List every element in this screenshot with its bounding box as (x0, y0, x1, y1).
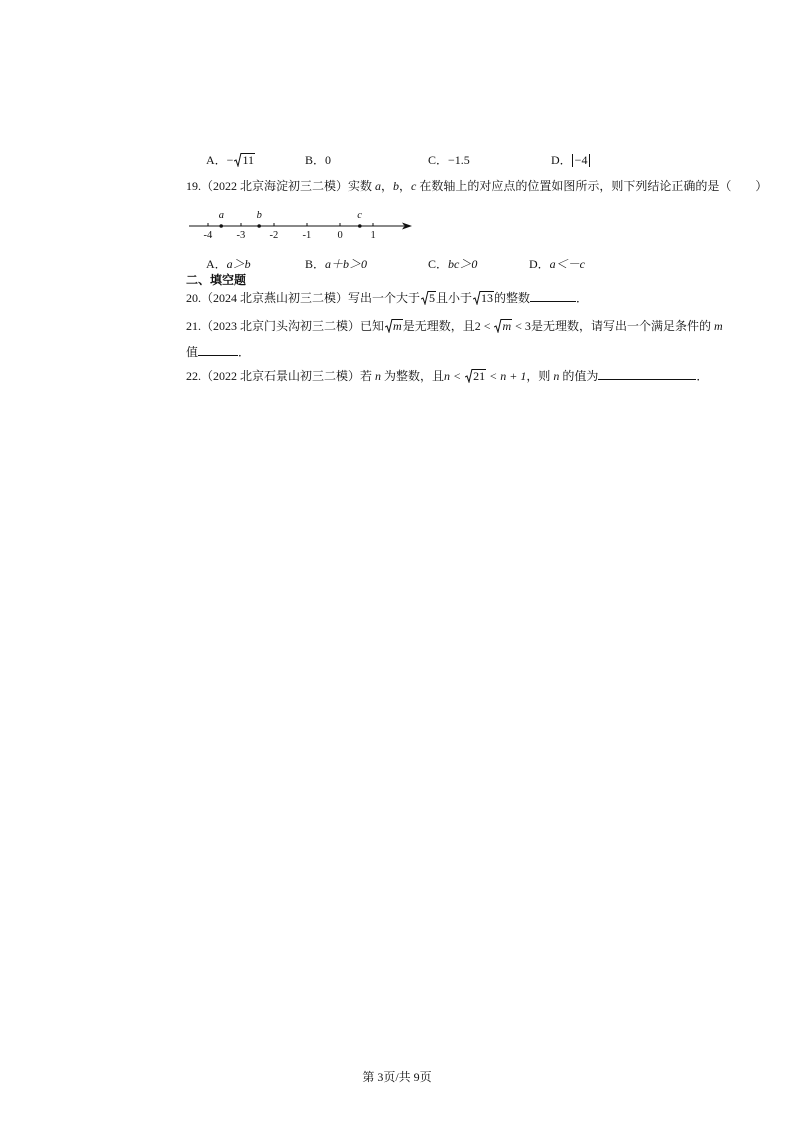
q22-part-4: 的值为 (559, 369, 599, 383)
q22-part-5: ． (696, 369, 709, 383)
q19-stem-part-1: 19.（2022 北京海淀初三二模）实数 (186, 179, 376, 193)
number-line-tick-label: 0 (337, 230, 343, 241)
q19-option-d-label: D． (529, 257, 550, 271)
number-line-tick-label: 1 (370, 230, 376, 241)
q21-line2-part-2: ． (238, 345, 251, 359)
sqrt-symbol (465, 368, 486, 384)
q22-var-n2: n (553, 369, 560, 383)
q19-stem (186, 178, 767, 194)
number-line-point-b (257, 224, 261, 228)
sqrt-symbol (234, 152, 255, 168)
q21-ineq-left: 2 < (474, 319, 494, 333)
q20 (186, 290, 588, 306)
number-line-point-label: a (218, 210, 224, 221)
q22-ineq-left: n < (444, 369, 465, 383)
sqrt-symbol (473, 290, 494, 306)
section-heading: 二、填空题 (186, 273, 247, 287)
q20-part-3: 的整数 (494, 291, 531, 305)
number-line-point-c (358, 224, 362, 228)
q18-option-a-label: A． (206, 153, 227, 167)
q22-part-2: 为整数，且 (381, 369, 445, 383)
q21-part-1: 21.（2023 北京门头沟初三二模）已知 (186, 319, 385, 333)
q19-sep-2: ， (399, 179, 412, 193)
q19-option-c-label: C． (428, 257, 449, 271)
q20-radicand-1: 5 (429, 291, 436, 305)
q18-option-a-sign: − (226, 153, 234, 167)
q18-option-d (551, 152, 590, 168)
q21-answer-blank[interactable] (198, 344, 238, 356)
q20-part-1: 20.（2024 北京燕山初三二模）写出一个大于 (186, 291, 421, 305)
q19-stem-part-2: 在数轴上的对应点的位置如图所示，则下列结论正确的是（ ） (416, 179, 768, 193)
number-line-figure (186, 206, 418, 246)
q21-line-1 (186, 318, 723, 334)
q18-option-d-abs: −4 (572, 154, 591, 167)
q21-part-3: 是无理数，请写出一个满足条件的 (530, 319, 714, 333)
sqrt-symbol (385, 318, 403, 334)
q20-part-2: 且小于 (436, 291, 473, 305)
q22-part-3: ，则 (526, 369, 554, 383)
q18-option-a-radicand: 11 (242, 153, 255, 167)
q19-var-b: b (393, 179, 400, 193)
q19-option-d (529, 256, 585, 272)
q18-option-c: C．−1.5 (428, 153, 470, 167)
q19-option-a-label: A． (206, 257, 227, 271)
q19-option-b (305, 256, 367, 272)
q18-option-d-label: D． (551, 153, 572, 167)
q19-var-c: c (411, 179, 417, 193)
q19-var-a: a (375, 179, 382, 193)
q19-sep-1: ， (381, 179, 394, 193)
q19-option-b-expr: a＋b＞0 (325, 257, 368, 271)
q18-option-b: B．0 (305, 153, 332, 167)
q19-option-c-expr: bc＞0 (448, 257, 478, 271)
q21-line-2 (186, 344, 250, 360)
q19-option-d-expr: a＜－c (549, 257, 585, 271)
number-line-tick-label: -3 (236, 230, 246, 241)
number-line-tick-label: -1 (302, 230, 312, 241)
q22-answer-blank[interactable] (598, 368, 696, 380)
q22-ineq-right: < n + 1 (486, 369, 527, 383)
q22 (186, 368, 708, 384)
number-line-tick-label: -4 (203, 230, 213, 241)
q21-var-m: m (713, 319, 723, 333)
q19-option-b-label: B． (305, 257, 326, 271)
sqrt-symbol (494, 318, 512, 334)
q18-option-a (206, 152, 255, 168)
number-line-point-label: c (357, 210, 362, 221)
q19-option-a (206, 256, 251, 272)
page-footer: 第 3页/共 9页 (362, 1070, 432, 1084)
number-line-tick-label: -2 (269, 230, 279, 241)
q21-ineq-right: < 3 (512, 319, 531, 333)
q21-line2-part-1: 值 (186, 345, 199, 359)
q20-radicand-2: 13 (481, 291, 494, 305)
q21-radicand-1: m (393, 319, 402, 333)
q22-radicand: 21 (473, 369, 486, 383)
q19-option-c (428, 256, 477, 272)
q21-part-2: 是无理数，且 (402, 319, 475, 333)
q22-part-1: 22.（2022 北京石景山初三二模）若 (186, 369, 376, 383)
number-line-point-a (219, 224, 223, 228)
sqrt-symbol (421, 290, 436, 306)
q22-var-n: n (375, 369, 382, 383)
q21-radicand-2: m (502, 319, 512, 333)
q19-option-a-expr: a＞b (226, 257, 251, 271)
number-line-point-label: b (256, 210, 262, 221)
q20-part-4: ． (576, 291, 589, 305)
q20-answer-blank[interactable] (530, 290, 576, 302)
